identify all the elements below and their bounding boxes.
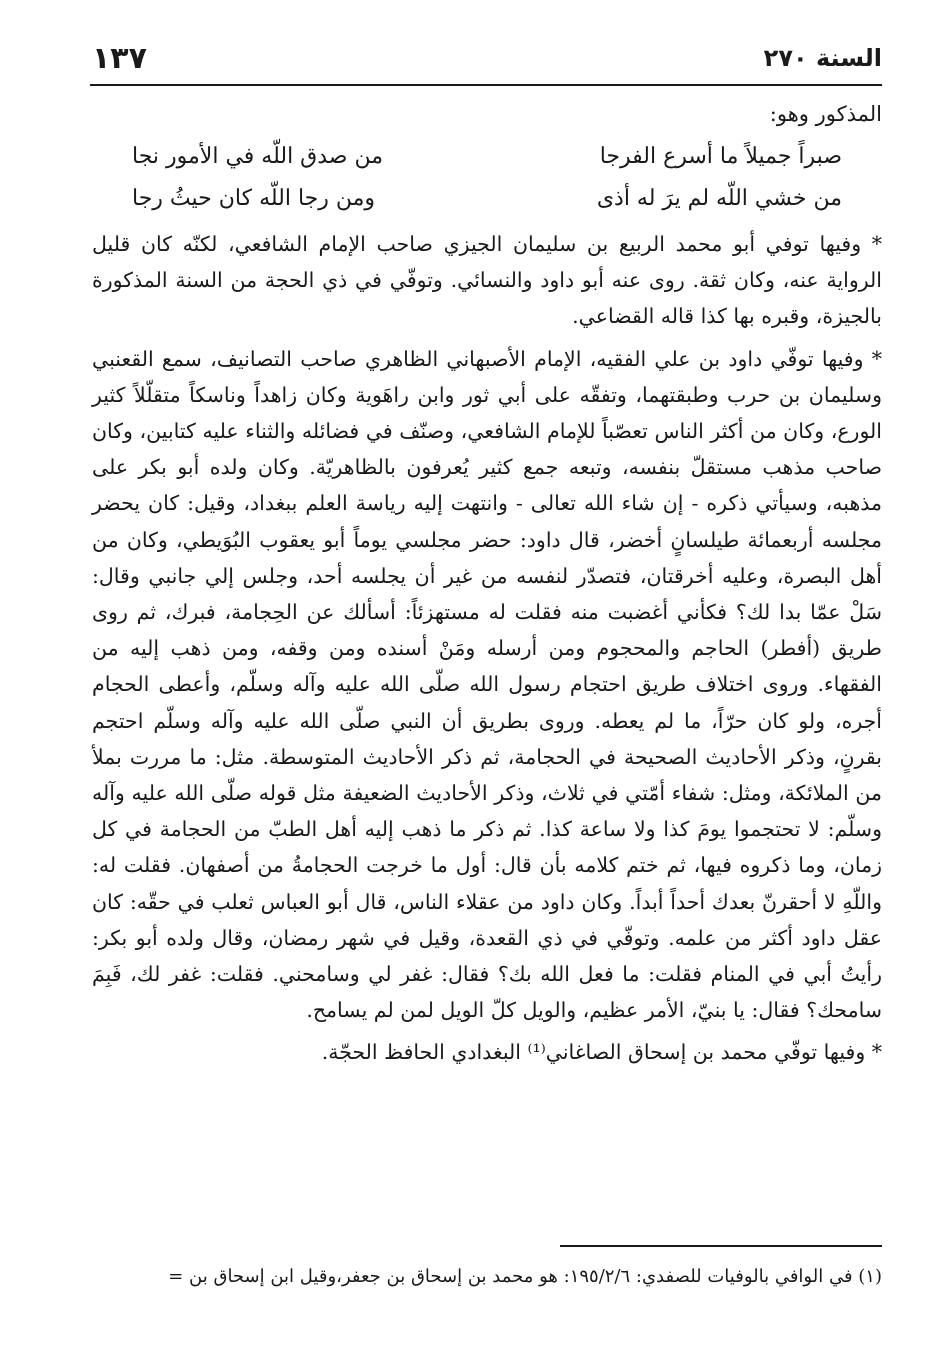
verse-line bbox=[132, 178, 842, 220]
header-rule bbox=[90, 84, 882, 86]
running-header bbox=[92, 38, 882, 78]
footnote-rule bbox=[560, 1245, 882, 1247]
footnote: (١) في الوافي بالوفيات للصفدي: ١٩٥/٢/٦: هو محمد بن إسحاق بن جعفر،وقيل ابن إسحاق بن = bbox=[168, 1266, 882, 1287]
intro-line: المذكور وهو: bbox=[769, 102, 882, 126]
poem-verses bbox=[132, 136, 842, 220]
paragraph-saghani: * وفيها توفّي محمد بن إسحاق الصاغاني⁽¹⁾ البغدادي الحافظ الحجّة. bbox=[321, 1040, 882, 1065]
page-body bbox=[92, 94, 882, 1077]
verse-hemistich-left: ومن رجا اللّه كان حيثُ رجا bbox=[132, 186, 376, 211]
paragraph-dawud: * وفيها توفّي داود بن علي الفقيه، الإمام الأصبهاني الظاهري صاحب التصانيف، سمع القعنبي وسليمان بن حرب وطبقتهما، وتفقّه على أبي ثور وابن راهَوية وكان زاهداً وناسكاً متقلّلاً كثير الورع، وكان من أكثر الناس تعصّباً للإمام الشافعي، وصنّف في فضائله والثناء عليه كتابين، وكان صاحب مذهب مستقلّ بنفسه، وتبعه جمع كثير يُعرفون بالظاهريّة. وكان ولده أبو بكر على مذهبه، وسيأتي ذكره - إن شاء الله تعالى - وانتهت إليه رياسة العلم ببغداد، وقيل: كان يحضر مجلسه أربعمائة طيلسانٍ أخضر، قال داود: حضر مجلسي يوماً أبو يعقوب البُوَيطي، وكان من أهل البصرة، وعليه أخرقتان، فتصدّر لنفسه من غير أن يجلسه أحد، وجلس إلي جانبي وقال: سَلْ عمّا بدا لك؟ فكأني أغضبت منه فقلت له مستهزئاً: أسألك عن الحِجامة، فبرك، ثم روى طريق (أفطر) الحاجم والمحجوم ومن أرسله ومَنْ أسنده ومن وقفه، ومن ذهب إليه من الفقهاء. وروى اختلاف طريق احتجام رسول الله صلّى الله عليه وآله وسلّم، وأعطى الحجام أجره، ولو كان حرّاً، ما لم يعطه. وروى بطريق أن النبي صلّى الله عليه وآله وسلّم احتجم بقرنٍ، وذكر الأحاديث الصحيحة في الحجامة، ثم ذكر الأحاديث المتوسطة. مثل: ما مررت بملأ من الملائكة، ومثل: شفاء أمّتي في ثلاث، وذكر الأحاديث الضعيفة مثل قوله صلّى الله عليه وآله وسلّم: لا تحتجموا يومَ كذا ولا ساعة كذا. ثم ذكر ما ذهب إليه أهل الطبّ من الحجامة في كل زمان، وما ذكروه فيها، ثم ختم كلامه بأن قال: أول ما خرجت الحجامةُ من أصفهان. فقلت له: واللّهِ لا أحقرنّ بعدك أحداً أبداً. وكان داود من عقلاء الناس، قال أبو العباس ثعلب في حقّه: كان عقل داود أكثر من علمه. وتوفّي في ذي القعدة، وقيل في شهر رمضان، وقال ولده أبو بكر: رأيتُ أبي في المنام فقلت: ما فعل الله بك؟ فقال: غفر لي وسامحني. فقلت: غفر لك، فَبِمَ سامحك؟ فقال: يا بنيّ، الأمر عظيم، والويل كلّ الويل لمن لم يسامح. bbox=[92, 346, 882, 1023]
paragraph-rabi: * وفيها توفي أبو محمد الربيع بن سليمان الجيزي صاحب الإمام الشافعي، لكنّه كان قليل الرواية عنه، وكان ثقة. روى عنه أبو داود والنسائي. وتوفّي في ذي الحجة من السنة المذكورة بالجيزة، وقبره بها كذا قاله القضاعي. bbox=[92, 232, 882, 329]
verse-hemistich-right: من خشي اللّه لم يرَ له أذى bbox=[596, 186, 842, 211]
page-number: ١٣٧ bbox=[92, 40, 147, 76]
running-header-title: السنة ٢٧٠ bbox=[763, 44, 882, 72]
verse-hemistich-left: من صدق اللّه في الأمور نجا bbox=[132, 144, 384, 169]
verse-hemistich-right: صبراً جميلاً ما أسرع الفرجا bbox=[599, 144, 842, 169]
verse-line bbox=[132, 136, 842, 178]
